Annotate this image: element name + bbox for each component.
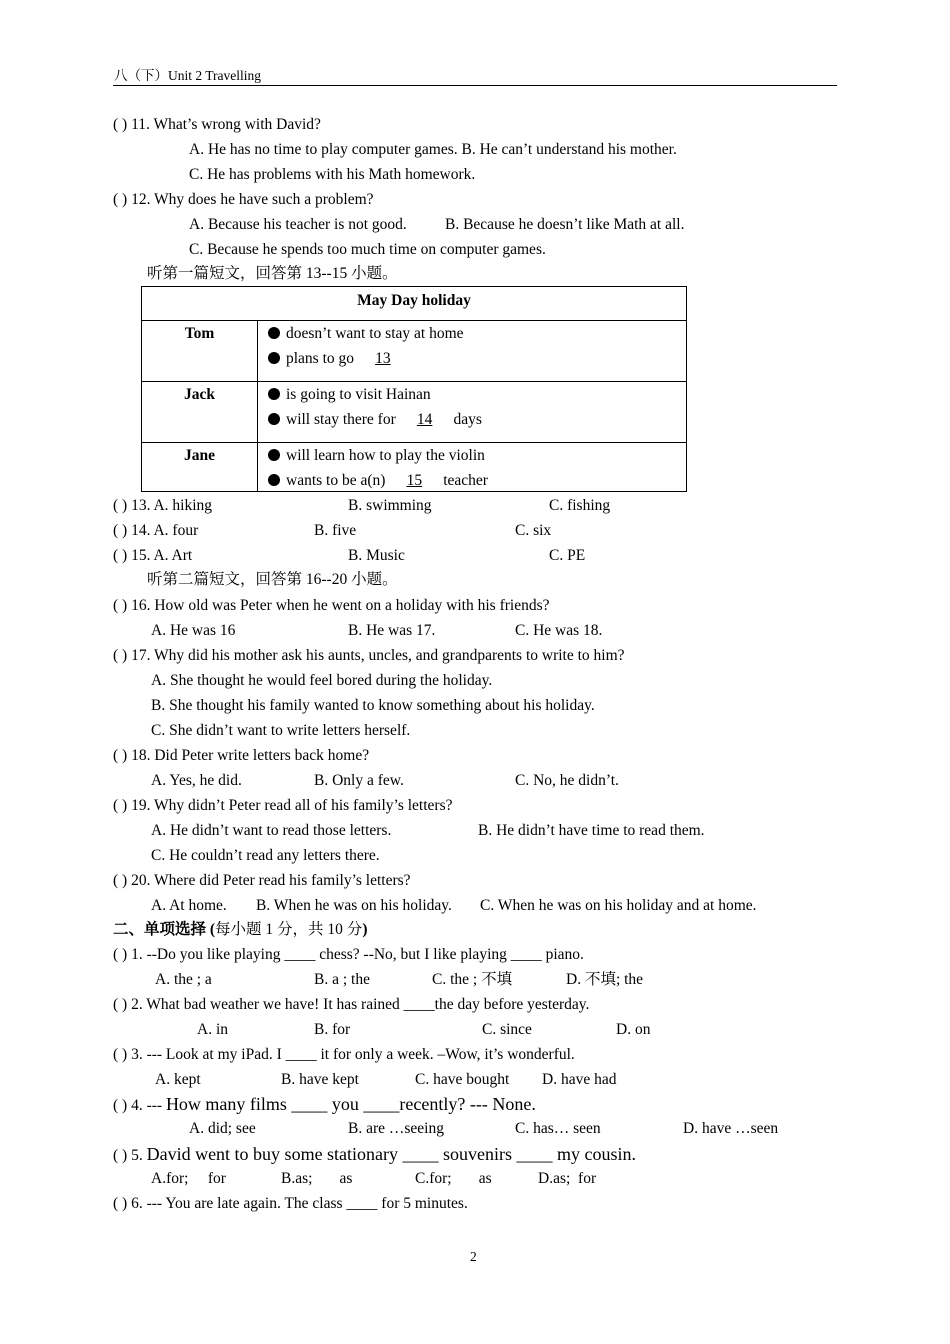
choice-question-2-option-d: D. on [616,1021,651,1038]
table-row-name: Jane [184,447,215,464]
choice-question-2-option-a: A. in [197,1021,228,1038]
table-divider [142,381,686,382]
question-19-option-c: C. He couldn’t read any letters there. [151,847,380,864]
question-14: ( ) 14. A. four [113,522,199,539]
choice-question-3-option-a: A. kept [155,1071,201,1088]
answer-blank-13: 13 [375,350,391,367]
table-row-line: will stay there for 14 days [268,410,482,430]
may-day-table [141,286,687,492]
choice-question-5-option-b: B.as; as [281,1170,353,1187]
answer-blank-14: 14 [416,411,433,428]
choice-question-2-option-b: B. for [314,1021,351,1038]
table-divider [142,320,686,321]
question-17-option-a: A. She thought he would feel bored during the holiday. [151,672,493,689]
choice-question-4-option-c: C. has… seen [515,1120,601,1137]
question-18-option-c: C. No, he didn’t. [515,772,619,789]
question-19-option-a: A. He didn’t want to read those letters. [151,822,392,839]
table-row-name: Tom [184,325,215,342]
table-title: May Day holiday [357,292,471,309]
choice-question-5-option-a: A.for; for [151,1170,226,1187]
question-13: ( ) 13. A. hiking [113,497,213,514]
question-17-option-c: C. She didn’t want to write letters herself. [151,722,411,739]
choice-question-4: ( ) 4. --- How many films ____ you ____recently? --- None. [113,1094,536,1114]
question-15: ( ) 15. A. Art [113,547,193,564]
choice-question-4-option-b: B. are …seeing [348,1120,444,1137]
question-17-option-b: B. She thought his family wanted to know something about his holiday. [151,697,595,714]
question-19-option-b: B. He didn’t have time to read them. [478,822,705,839]
question-18: ( ) 18. Did Peter write letters back home? [113,747,370,764]
question-20: ( ) 20. Where did Peter read his family’s letters? [113,872,411,889]
choice-question-5-option-d: D.as; for [538,1170,597,1187]
question-16-option-c: C. He was 18. [515,622,603,639]
question-14-option-b: B. five [314,522,357,539]
question-11-option-c: C. He has problems with his Math homework. [189,166,476,183]
passage-2-instruction: 听第二篇短文，回答第 16--20 小题。 [147,571,398,588]
table-row-line: will learn how to play the violin [268,446,485,466]
choice-question-5: ( ) 5. David went to buy some stationary ____ souvenirs ____ my cousin. [113,1144,637,1164]
table-row-line: is going to visit Hainan [268,385,431,405]
question-13-option-b: B. swimming [348,497,432,514]
question-12: ( ) 12. Why does he have such a problem? [113,191,374,208]
question-17: ( ) 17. Why did his mother ask his aunts, uncles, and grandparents to write to him? [113,647,625,664]
table-column-divider [257,320,258,491]
bullet-icon [268,352,280,364]
question-19: ( ) 19. Why didn’t Peter read all of his family’s letters? [113,797,453,814]
question-16: ( ) 16. How old was Peter when he went on a holiday with his friends? [113,597,550,614]
question-16-option-b: B. He was 17. [348,622,436,639]
choice-question-2-option-c: C. since [482,1021,532,1038]
page-number: 2 [470,1249,477,1264]
table-row-line: wants to be a(n) 15 teacher [268,471,488,491]
table-row-line: plans to go 13 [268,349,408,369]
bullet-icon [268,449,280,461]
question-11: ( ) 11. What’s wrong with David? [113,116,321,133]
section-2-title: 二、单项选择 (每小题 1 分，共 10 分) [113,921,368,938]
choice-question-3-option-b: B. have kept [281,1071,359,1088]
question-18-option-a: A. Yes, he did. [151,772,242,789]
choice-question-1-option-b: B. a ; the [314,971,370,988]
choice-question-1-option-d: D. 不填; the [566,971,644,988]
question-15-option-c: C. PE [549,547,586,564]
choice-question-5-option-c: C.for; as [415,1170,492,1187]
choice-question-4-option-d: D. have …seen [683,1120,779,1137]
question-20-option-c: C. When he was on his holiday and at home. [480,897,757,914]
table-row-name: Jack [184,386,215,403]
choice-question-1: ( ) 1. --Do you like playing ____ chess? --No, but I like playing ____ piano. [113,946,584,963]
question-16-option-a: A. He was 16 [151,622,236,639]
question-12-option-b: B. Because he doesn’t like Math at all. [445,216,685,233]
table-row-line: doesn’t want to stay at home [268,324,464,344]
passage-1-instruction: 听第一篇短文，回答第 13--15 小题。 [147,265,398,282]
question-18-option-b: B. Only a few. [314,772,404,789]
question-14-option-c: C. six [515,522,552,539]
choice-question-6: ( ) 6. --- You are late again. The class ____ for 5 minutes. [113,1195,468,1212]
bullet-icon [268,474,280,486]
bullet-icon [268,413,280,425]
choice-question-2: ( ) 2. What bad weather we have! It has rained ____the day before yesterday. [113,996,590,1013]
question-12-option-a: A. Because his teacher is not good. [189,216,407,233]
bullet-icon [268,327,280,339]
choice-question-1-option-c: C. the ; 不填 [432,971,513,988]
page-header: 八（下）Unit 2 Travelling [114,68,262,83]
question-15-option-b: B. Music [348,547,405,564]
table-divider [142,442,686,443]
choice-question-3-option-d: D. have had [542,1071,617,1088]
question-11-options-ab: A. He has no time to play computer games. B. He can’t understand his mother. [189,141,677,158]
choice-question-3: ( ) 3. --- Look at my iPad. I ____ it for only a week. –Wow, it’s wonderful. [113,1046,575,1063]
choice-question-4-option-a: A. did; see [189,1120,256,1137]
bullet-icon [268,388,280,400]
choice-question-3-option-c: C. have bought [415,1071,510,1088]
header-rule [113,85,837,86]
question-20-option-b: B. When he was on his holiday. [256,897,452,914]
question-12-option-c: C. Because he spends too much time on computer games. [189,241,546,258]
answer-blank-15: 15 [406,472,423,489]
question-20-option-a: A. At home. [151,897,227,914]
question-13-option-c: C. fishing [549,497,611,514]
choice-question-1-option-a: A. the ; a [155,971,212,988]
